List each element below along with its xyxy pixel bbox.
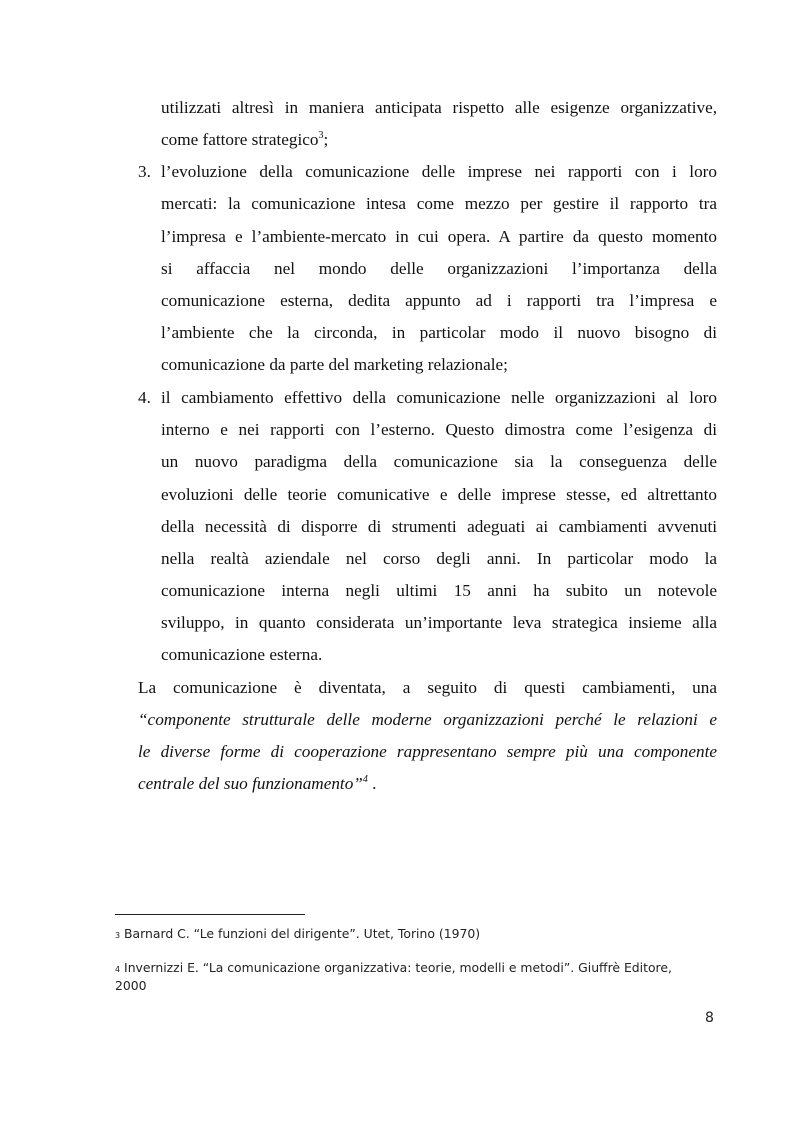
footnote-4 — [115, 958, 672, 980]
para-line-1: La comunicazione è diventata, a seguito di questi cambiamenti, una — [138, 678, 717, 697]
item3-line-6: l’ambiente che la circonda, in particolar modo il nuovo bisogno di — [161, 323, 717, 342]
footnote-4-mark: 4 — [115, 965, 121, 974]
footnote-3-text: Barnard C. “Le funzioni del dirigente”. Utet, Torino (1970) — [124, 926, 481, 941]
item4-line-5: della necessità di disporre di strumenti adeguati ai cambiamenti avvenuti — [161, 517, 717, 536]
para-quote-end: centrale del suo funzionamento” — [138, 774, 363, 793]
footnote-4-text: Invernizzi E. “La comunicazione organizzativa: teorie, modelli e metodi”. Giuffrè Editore, — [124, 960, 672, 975]
footnote-ref-4[interactable]: 4 — [362, 774, 368, 785]
item4-line-2: interno e nei rapporti con l’esterno. Questo dimostra come l’esigenza di — [161, 420, 717, 439]
para-quote-line-2: le diverse forme di cooperazione rappresentano sempre più una componente — [138, 742, 717, 761]
item3-line-4: si affaccia nel mondo delle organizzazioni l’importanza della — [161, 259, 717, 278]
item3-line-7: comunicazione da parte del marketing relazionale; — [161, 355, 508, 374]
footnote-ref-3[interactable]: 3 — [318, 130, 324, 141]
item4-line-1: il cambiamento effettivo della comunicazione nelle organizzazioni al loro — [161, 388, 717, 407]
item3-number: 3. — [138, 162, 151, 181]
item2-line-1: utilizzati altresì in maniera anticipata rispetto alle esigenze organizzative, — [161, 98, 717, 117]
footnote-3-mark: 3 — [115, 931, 121, 940]
item4-line-4: evoluzioni delle teorie comunicative e delle imprese stesse, ed altrettanto — [161, 485, 717, 504]
item3-line-3: l’impresa e l’ambiente-mercato in cui opera. A partire da questo momento — [161, 227, 717, 246]
item4-line-3: un nuovo paradigma della comunicazione sia la conseguenza delle — [161, 452, 717, 471]
item4-line-6: nella realtà aziendale nel corso degli anni. In particolar modo la — [161, 549, 717, 568]
item2-line-2 — [161, 130, 328, 150]
item2-line-2-end: ; — [323, 130, 329, 149]
footnote-separator — [115, 914, 305, 915]
item4-number: 4. — [138, 388, 151, 407]
item4-line-9: comunicazione esterna. — [161, 645, 323, 664]
item4-line-7: comunicazione interna negli ultimi 15 anni ha subito un notevole — [161, 581, 717, 600]
item2-line-2-text: come fattore strategico — [161, 130, 319, 149]
item3-line-5: comunicazione esterna, dedita appunto ad i rapporti tra l’impresa e — [161, 291, 717, 310]
para-quote-line-1: “componente strutturale delle moderne organizzazioni perché le relazioni e — [138, 710, 717, 729]
item4-line-8: sviluppo, in quanto considerata un’importante leva strategica insieme alla — [161, 613, 717, 632]
para-line-4 — [138, 774, 376, 794]
para-end: . — [367, 774, 377, 793]
item3-line-1: l’evoluzione della comunicazione delle imprese nei rapporti con i loro — [161, 162, 717, 181]
item3-line-2: mercati: la comunicazione intesa come mezzo per gestire il rapporto tra — [161, 194, 717, 213]
footnote-3 — [115, 924, 480, 946]
page-number: 8 — [705, 1010, 714, 1026]
footnote-4-cont: 2000 — [115, 978, 147, 993]
